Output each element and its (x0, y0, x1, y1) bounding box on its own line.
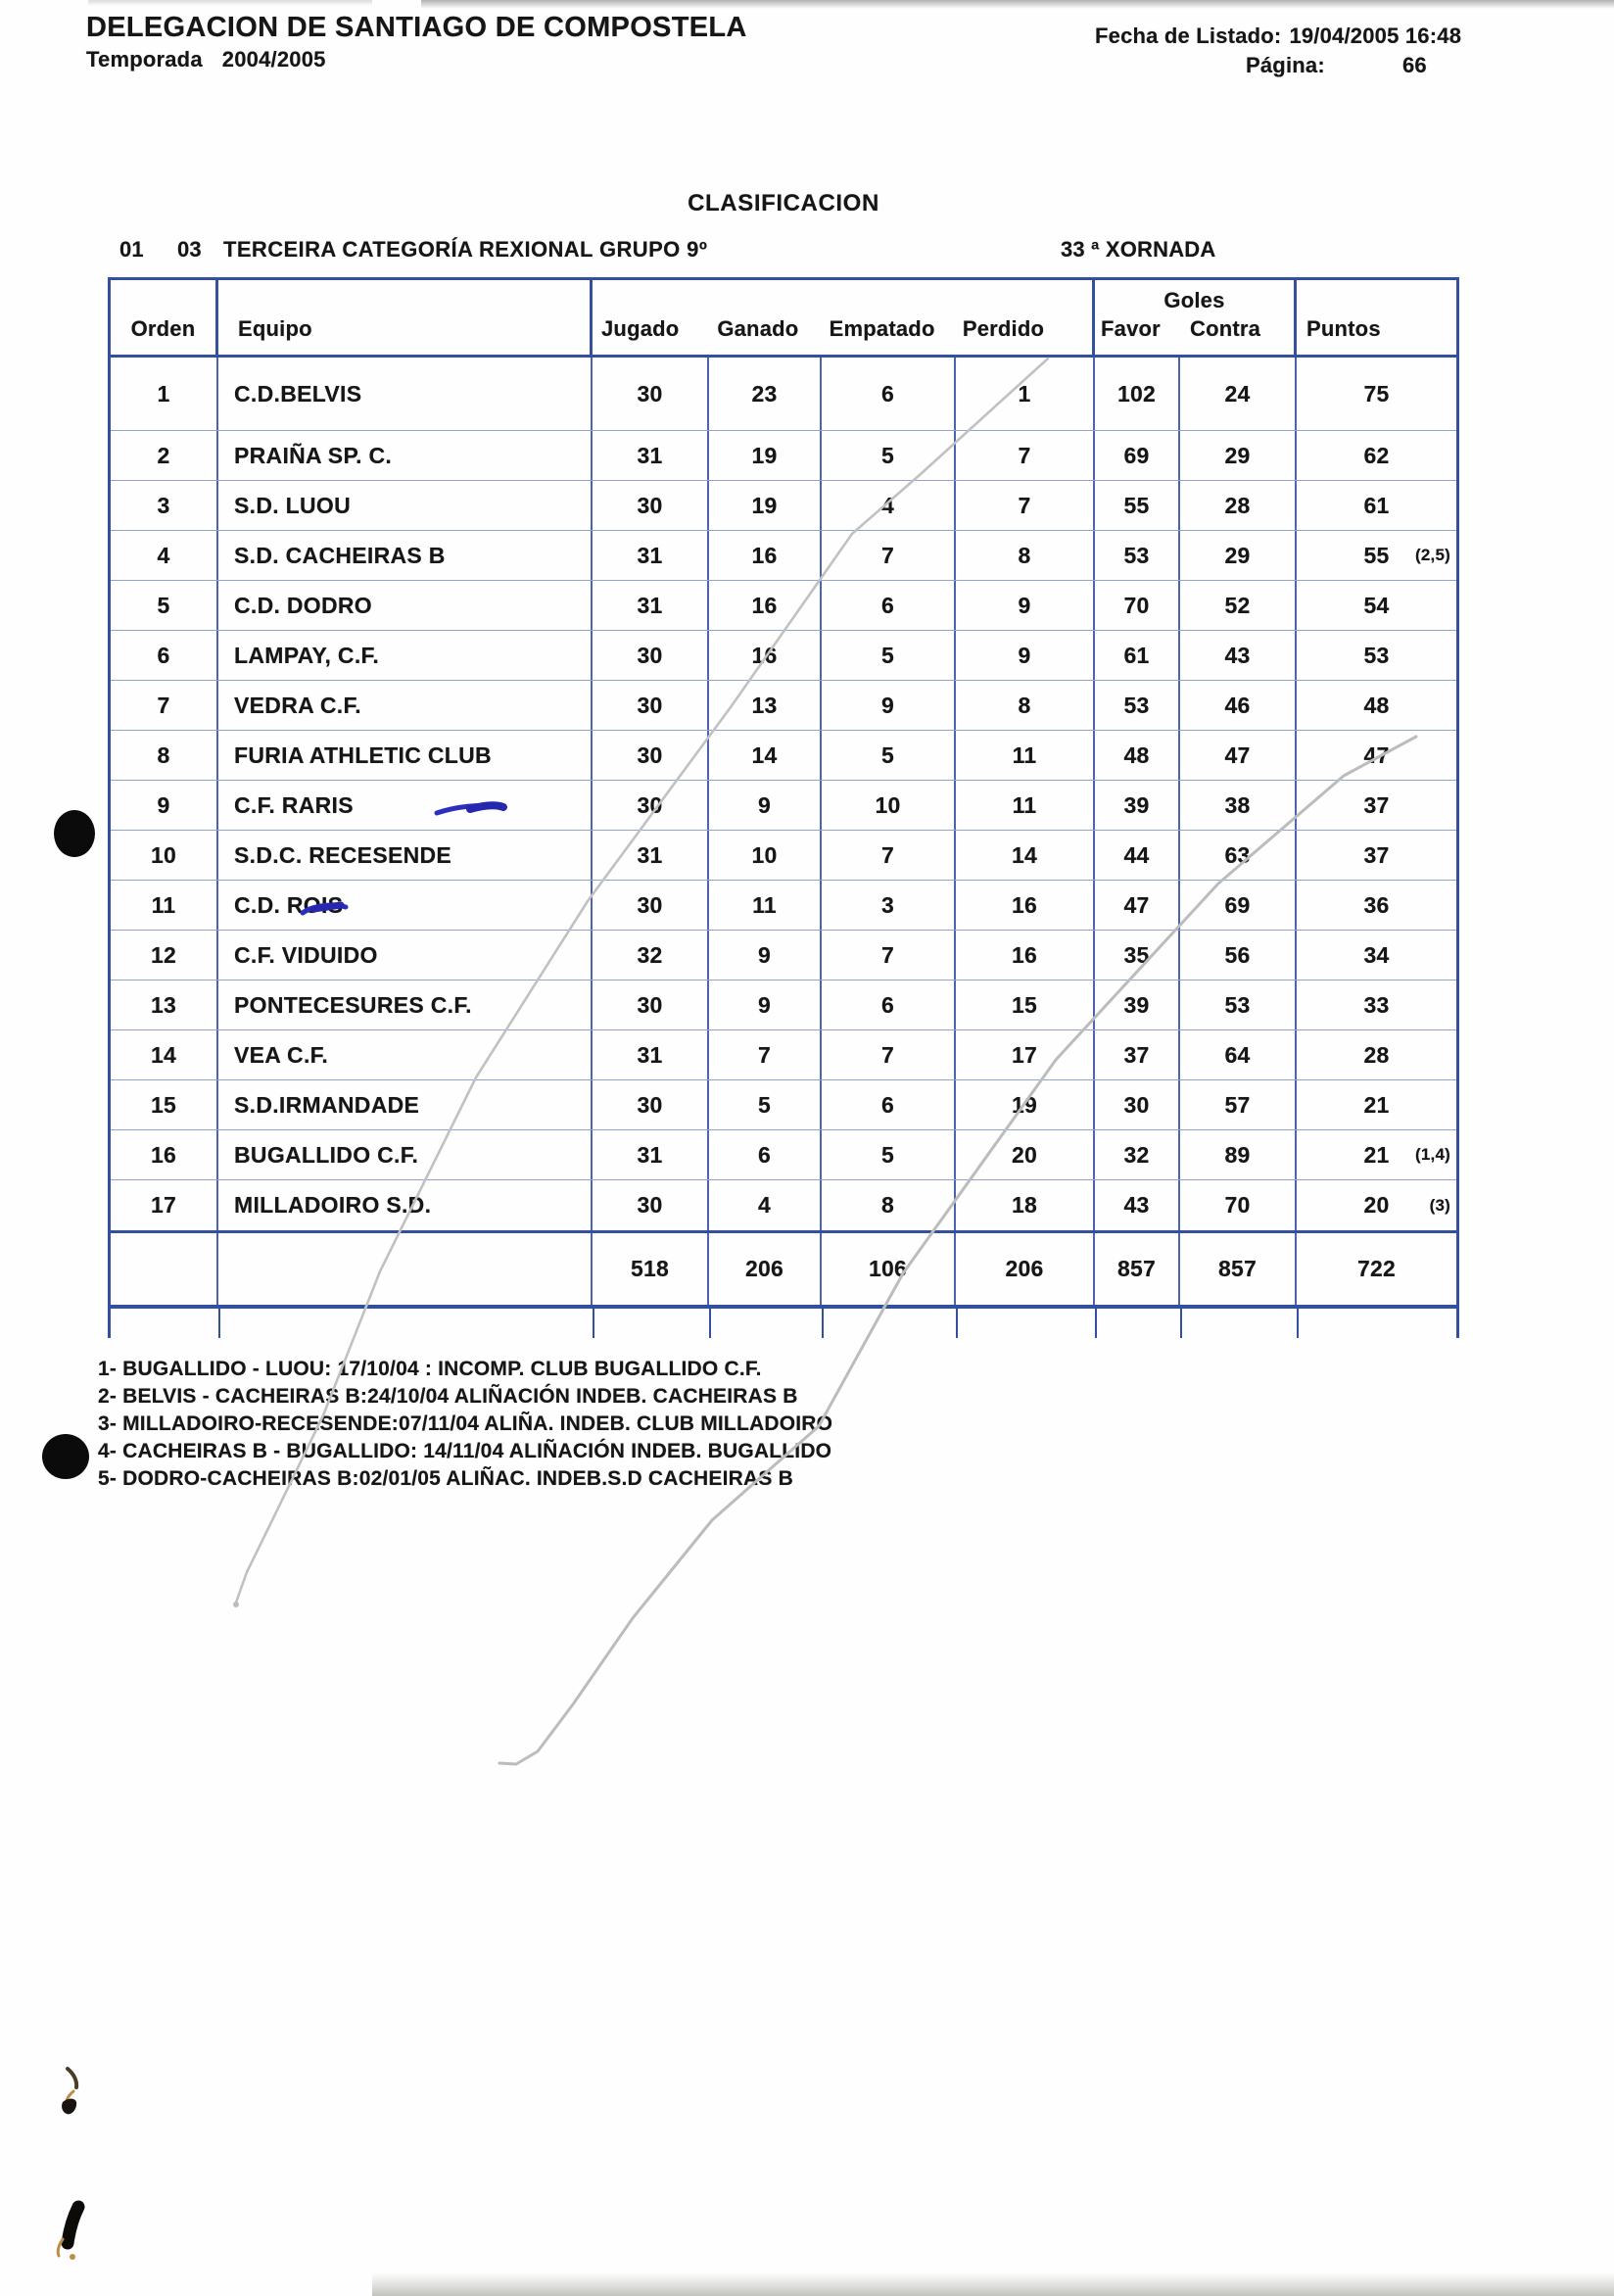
cell-perdido: 19 (956, 1080, 1095, 1129)
cell-contra: 38 (1180, 781, 1297, 830)
points-footnote-ref: (2,5) (1415, 546, 1450, 564)
cell-jugado: 30 (593, 631, 709, 680)
cell-orden: 2 (111, 431, 218, 480)
points-value: 36 (1363, 891, 1390, 918)
cell-jugado: 31 (593, 581, 709, 630)
cell-empatado: 6 (822, 981, 956, 1029)
cell-orden: 17 (111, 1180, 218, 1230)
cell-perdido: 16 (956, 931, 1095, 980)
cell-ganado: 23 (709, 358, 822, 430)
cell-ganado: 16 (709, 631, 822, 680)
cell-perdido: 16 (956, 881, 1095, 930)
column-tick (1297, 1309, 1299, 1338)
cell-orden: 15 (111, 1080, 218, 1129)
cell-empatado: 3 (822, 881, 956, 930)
cell-favor: 43 (1095, 1180, 1180, 1230)
scratch-line-left-end (233, 1602, 239, 1607)
cell-favor: 30 (1095, 1080, 1180, 1129)
cell-equipo: FURIA ATHLETIC CLUB (218, 731, 593, 780)
cell-perdido: 1 (956, 358, 1095, 430)
table-header-row (111, 280, 1456, 358)
cell-favor: 69 (1095, 431, 1180, 480)
cell-favor: 53 (1095, 681, 1180, 730)
cell-puntos (1297, 781, 1456, 830)
cell-puntos (1297, 931, 1456, 980)
cell-perdido: 15 (956, 981, 1095, 1029)
header-puntos (1297, 280, 1456, 355)
hole-punch-dot-1 (54, 810, 95, 857)
points-value: 47 (1363, 741, 1390, 768)
cell-perdido: 9 (956, 581, 1095, 630)
cell-contra: 28 (1180, 481, 1297, 530)
header-orden (111, 280, 218, 355)
table-row (111, 1030, 1456, 1080)
scan-edge-top-left (88, 0, 372, 6)
cell-contra: 56 (1180, 931, 1297, 980)
points-value: 20 (1363, 1192, 1390, 1218)
points-value: 54 (1363, 592, 1390, 618)
totals-row (111, 1230, 1456, 1309)
ink-blot-1 (62, 2069, 76, 2114)
cell-favor: 55 (1095, 481, 1180, 530)
cell-jugado: 30 (593, 481, 709, 530)
table-row (111, 581, 1456, 631)
points-value: 53 (1363, 642, 1390, 668)
cell-puntos (1297, 358, 1456, 430)
points-value: 61 (1363, 492, 1390, 518)
cell-contra: 53 (1180, 981, 1297, 1029)
header-perdido-label: Perdido (962, 316, 1045, 341)
table-bottom-ticks (111, 1309, 1456, 1338)
table-row (111, 431, 1456, 481)
cell-puntos (1297, 431, 1456, 480)
cell-empatado: 6 (822, 1080, 956, 1129)
cell-orden: 3 (111, 481, 218, 530)
footnote-line: 4- CACHEIRAS B - BUGALLIDO: 14/11/04 ALIÑACIÓN INDEB. BUGALLIDO (98, 1440, 832, 1462)
cell-contra: 63 (1180, 831, 1297, 880)
column-tick (822, 1309, 824, 1338)
cell-equipo: PRAIÑA SP. C. (218, 431, 593, 480)
totals-empatado: 106 (822, 1233, 956, 1305)
cell-empatado: 7 (822, 831, 956, 880)
competition-code-2: 03 (177, 237, 202, 262)
cell-empatado: 7 (822, 1030, 956, 1079)
header-contra-label: Contra (1190, 316, 1261, 341)
page-label: Página: (1246, 53, 1325, 77)
cell-orden: 11 (111, 881, 218, 930)
cell-orden: 7 (111, 681, 218, 730)
points-value: 48 (1363, 692, 1390, 718)
scan-edge-bottom (372, 2272, 1614, 2296)
footnotes (98, 1356, 832, 1493)
footnote-line: 3- MILLADOIRO-RECESENDE:07/11/04 ALIÑA. INDEB. CLUB MILLADOIRO (98, 1412, 833, 1435)
header-equipo (218, 280, 593, 355)
cell-perdido: 14 (956, 831, 1095, 880)
cell-puntos (1297, 831, 1456, 880)
totals-orden (111, 1233, 218, 1305)
cell-perdido: 11 (956, 731, 1095, 780)
cell-orden: 4 (111, 531, 218, 580)
cell-perdido: 11 (956, 781, 1095, 830)
cell-jugado: 31 (593, 431, 709, 480)
cell-jugado: 30 (593, 1080, 709, 1129)
cell-puntos (1297, 631, 1456, 680)
cell-contra: 46 (1180, 681, 1297, 730)
cell-equipo: VEA C.F. (218, 1030, 593, 1079)
cell-puntos (1297, 1130, 1456, 1179)
header-orden-label: Orden (130, 316, 196, 341)
cell-empatado: 5 (822, 731, 956, 780)
footnote-line: 5- DODRO-CACHEIRAS B:02/01/05 ALIÑAC. INDEB.S.D CACHEIRAS B (98, 1467, 793, 1490)
header-ganado-label: Ganado (717, 316, 799, 341)
cell-jugado: 30 (593, 731, 709, 780)
cell-contra: 57 (1180, 1080, 1297, 1129)
cell-ganado: 11 (709, 881, 822, 930)
points-footnote-ref: (3) (1429, 1195, 1450, 1215)
points-value: 34 (1363, 941, 1390, 968)
cell-contra: 69 (1180, 881, 1297, 930)
cell-orden: 12 (111, 931, 218, 980)
listing-date-line (1095, 24, 1461, 49)
cell-equipo: LAMPAY, C.F. (218, 631, 593, 680)
header-favor-label: Favor (1101, 316, 1161, 341)
cell-perdido: 9 (956, 631, 1095, 680)
cell-puntos (1297, 531, 1456, 580)
cell-ganado: 9 (709, 981, 822, 1029)
cell-jugado: 30 (593, 981, 709, 1029)
cell-empatado: 7 (822, 531, 956, 580)
cell-contra: 24 (1180, 358, 1297, 430)
cell-favor: 35 (1095, 931, 1180, 980)
cell-equipo: S.D.C. RECESENDE (218, 831, 593, 880)
competition-line (0, 237, 1614, 266)
points-value: 28 (1363, 1041, 1390, 1068)
header-played-group (593, 280, 1095, 355)
cell-equipo: C.F. RARIS (218, 781, 593, 830)
scan-edge-top (421, 0, 1614, 9)
cell-jugado: 30 (593, 1180, 709, 1230)
cell-puntos (1297, 731, 1456, 780)
cell-contra: 89 (1180, 1130, 1297, 1179)
cell-ganado: 5 (709, 1080, 822, 1129)
cell-puntos (1297, 581, 1456, 630)
cell-puntos (1297, 1030, 1456, 1079)
cell-favor: 39 (1095, 981, 1180, 1029)
table-row (111, 1130, 1456, 1180)
cell-contra: 52 (1180, 581, 1297, 630)
cell-contra: 29 (1180, 531, 1297, 580)
page-number: 66 (1402, 53, 1427, 77)
cell-empatado: 4 (822, 481, 956, 530)
table-row (111, 1180, 1456, 1230)
cell-orden: 16 (111, 1130, 218, 1179)
points-value: 33 (1363, 991, 1390, 1018)
column-tick (218, 1309, 220, 1338)
cell-ganado: 7 (709, 1030, 822, 1079)
header-goles-group (1095, 280, 1297, 355)
cell-ganado: 14 (709, 731, 822, 780)
cell-puntos (1297, 481, 1456, 530)
points-value: 75 (1363, 380, 1390, 407)
cell-equipo: C.D. DODRO (218, 581, 593, 630)
cell-empatado: 6 (822, 358, 956, 430)
cell-orden: 6 (111, 631, 218, 680)
table-row (111, 781, 1456, 831)
cell-jugado: 30 (593, 681, 709, 730)
table-row (111, 881, 1456, 931)
cell-orden: 13 (111, 981, 218, 1029)
classification-table (108, 277, 1459, 1338)
cell-favor: 102 (1095, 358, 1180, 430)
cell-puntos (1297, 681, 1456, 730)
table-row (111, 1080, 1456, 1130)
cell-favor: 70 (1095, 581, 1180, 630)
hole-punch-dot-2 (42, 1434, 89, 1479)
cell-equipo: C.D. ROIS (218, 881, 593, 930)
round-label: 33 ª XORNADA (1061, 237, 1216, 262)
points-value: 55 (1363, 542, 1390, 568)
table-row (111, 931, 1456, 981)
header-goles-sub (1095, 316, 1297, 342)
cell-ganado: 16 (709, 581, 822, 630)
header-jugado-label: Jugado (601, 316, 680, 341)
cell-contra: 43 (1180, 631, 1297, 680)
cell-ganado: 16 (709, 531, 822, 580)
totals-favor: 857 (1095, 1233, 1180, 1305)
cell-empatado: 5 (822, 1130, 956, 1179)
cell-ganado: 9 (709, 781, 822, 830)
points-value: 62 (1363, 442, 1390, 468)
column-tick (1095, 1309, 1097, 1338)
cell-equipo: C.D.BELVIS (218, 358, 593, 430)
footnote-line: 1- BUGALLIDO - LUOU: 17/10/04 : INCOMP. CLUB BUGALLIDO C.F. (98, 1358, 762, 1380)
cell-favor: 44 (1095, 831, 1180, 880)
document-title: CLASIFICACION (688, 190, 879, 216)
totals-puntos-value: 722 (1357, 1256, 1396, 1281)
cell-equipo: BUGALLIDO C.F. (218, 1130, 593, 1179)
header-puntos-label: Puntos (1306, 316, 1381, 341)
cell-puntos (1297, 1080, 1456, 1129)
cell-equipo: PONTECESURES C.F. (218, 981, 593, 1029)
competition-code-1: 01 (119, 237, 144, 262)
cell-perdido: 18 (956, 1180, 1095, 1230)
cell-orden: 1 (111, 358, 218, 430)
table-row (111, 531, 1456, 581)
cell-empatado: 9 (822, 681, 956, 730)
totals-puntos (1297, 1233, 1456, 1305)
cell-orden: 8 (111, 731, 218, 780)
cell-ganado: 9 (709, 931, 822, 980)
cell-contra: 29 (1180, 431, 1297, 480)
cell-equipo: VEDRA C.F. (218, 681, 593, 730)
cell-orden: 9 (111, 781, 218, 830)
cell-orden: 5 (111, 581, 218, 630)
cell-jugado: 30 (593, 358, 709, 430)
cell-equipo: C.F. VIDUIDO (218, 931, 593, 980)
cell-equipo: MILLADOIRO S.D. (218, 1180, 593, 1230)
cell-ganado: 6 (709, 1130, 822, 1179)
cell-ganado: 10 (709, 831, 822, 880)
cell-ganado: 13 (709, 681, 822, 730)
season-label: Temporada (86, 47, 203, 72)
listing-date-label: Fecha de Listado: (1095, 24, 1282, 48)
cell-equipo: S.D.IRMANDADE (218, 1080, 593, 1129)
season-value: 2004/2005 (221, 47, 326, 72)
cell-ganado: 19 (709, 481, 822, 530)
cell-jugado: 30 (593, 881, 709, 930)
points-value: 21 (1363, 1141, 1390, 1168)
column-tick (709, 1309, 711, 1338)
totals-contra: 857 (1180, 1233, 1297, 1305)
cell-equipo: S.D. LUOU (218, 481, 593, 530)
cell-jugado: 30 (593, 781, 709, 830)
cell-favor: 47 (1095, 881, 1180, 930)
table-row (111, 631, 1456, 681)
cell-perdido: 8 (956, 531, 1095, 580)
cell-equipo: S.D. CACHEIRAS B (218, 531, 593, 580)
organization-title: DELEGACION DE SANTIAGO DE COMPOSTELA (86, 12, 747, 43)
column-tick (1180, 1309, 1182, 1338)
cell-orden: 10 (111, 831, 218, 880)
cell-contra: 70 (1180, 1180, 1297, 1230)
cell-ganado: 4 (709, 1180, 822, 1230)
cell-empatado: 6 (822, 581, 956, 630)
table-row (111, 731, 1456, 781)
cell-puntos (1297, 981, 1456, 1029)
cell-empatado: 10 (822, 781, 956, 830)
cell-favor: 37 (1095, 1030, 1180, 1079)
footnote-line: 2- BELVIS - CACHEIRAS B:24/10/04 ALIÑACIÓN INDEB. CACHEIRAS B (98, 1385, 798, 1408)
listing-date-value: 19/04/2005 16:48 (1289, 24, 1462, 48)
cell-perdido: 7 (956, 481, 1095, 530)
header-goles-label: Goles (1163, 288, 1225, 312)
totals-jugado: 518 (593, 1233, 709, 1305)
cell-jugado: 31 (593, 831, 709, 880)
table-row (111, 981, 1456, 1030)
cell-empatado: 7 (822, 931, 956, 980)
header-empatado-label: Empatado (829, 316, 935, 341)
cell-perdido: 20 (956, 1130, 1095, 1179)
table-row (111, 681, 1456, 731)
cell-perdido: 7 (956, 431, 1095, 480)
table-body (111, 358, 1456, 1230)
cell-jugado: 31 (593, 1030, 709, 1079)
totals-equipo (218, 1233, 593, 1305)
cell-ganado: 19 (709, 431, 822, 480)
table-row (111, 358, 1456, 431)
cell-contra: 47 (1180, 731, 1297, 780)
points-value: 21 (1363, 1091, 1390, 1118)
cell-contra: 64 (1180, 1030, 1297, 1079)
cell-favor: 61 (1095, 631, 1180, 680)
totals-ganado: 206 (709, 1233, 822, 1305)
cell-favor: 53 (1095, 531, 1180, 580)
cell-perdido: 17 (956, 1030, 1095, 1079)
cell-jugado: 31 (593, 531, 709, 580)
cell-empatado: 5 (822, 431, 956, 480)
totals-perdido: 206 (956, 1233, 1095, 1305)
competition-name: TERCEIRA CATEGORÍA REXIONAL GRUPO 9º (223, 237, 708, 262)
cell-jugado: 31 (593, 1130, 709, 1179)
cell-favor: 39 (1095, 781, 1180, 830)
cell-favor: 48 (1095, 731, 1180, 780)
season-line (86, 47, 326, 72)
cell-jugado: 32 (593, 931, 709, 980)
column-tick (593, 1309, 594, 1338)
cell-empatado: 8 (822, 1180, 956, 1230)
cell-empatado: 5 (822, 631, 956, 680)
cell-favor: 32 (1095, 1130, 1180, 1179)
table-row (111, 831, 1456, 881)
points-footnote-ref: (1,4) (1415, 1145, 1450, 1164)
points-value: 37 (1363, 791, 1390, 818)
ink-blot-2 (58, 2207, 78, 2260)
column-tick (956, 1309, 958, 1338)
points-value: 37 (1363, 841, 1390, 868)
header-equipo-label: Equipo (238, 316, 312, 341)
cell-puntos (1297, 1180, 1456, 1230)
cell-perdido: 8 (956, 681, 1095, 730)
cell-orden: 14 (111, 1030, 218, 1079)
cell-puntos (1297, 881, 1456, 930)
table-row (111, 481, 1456, 531)
